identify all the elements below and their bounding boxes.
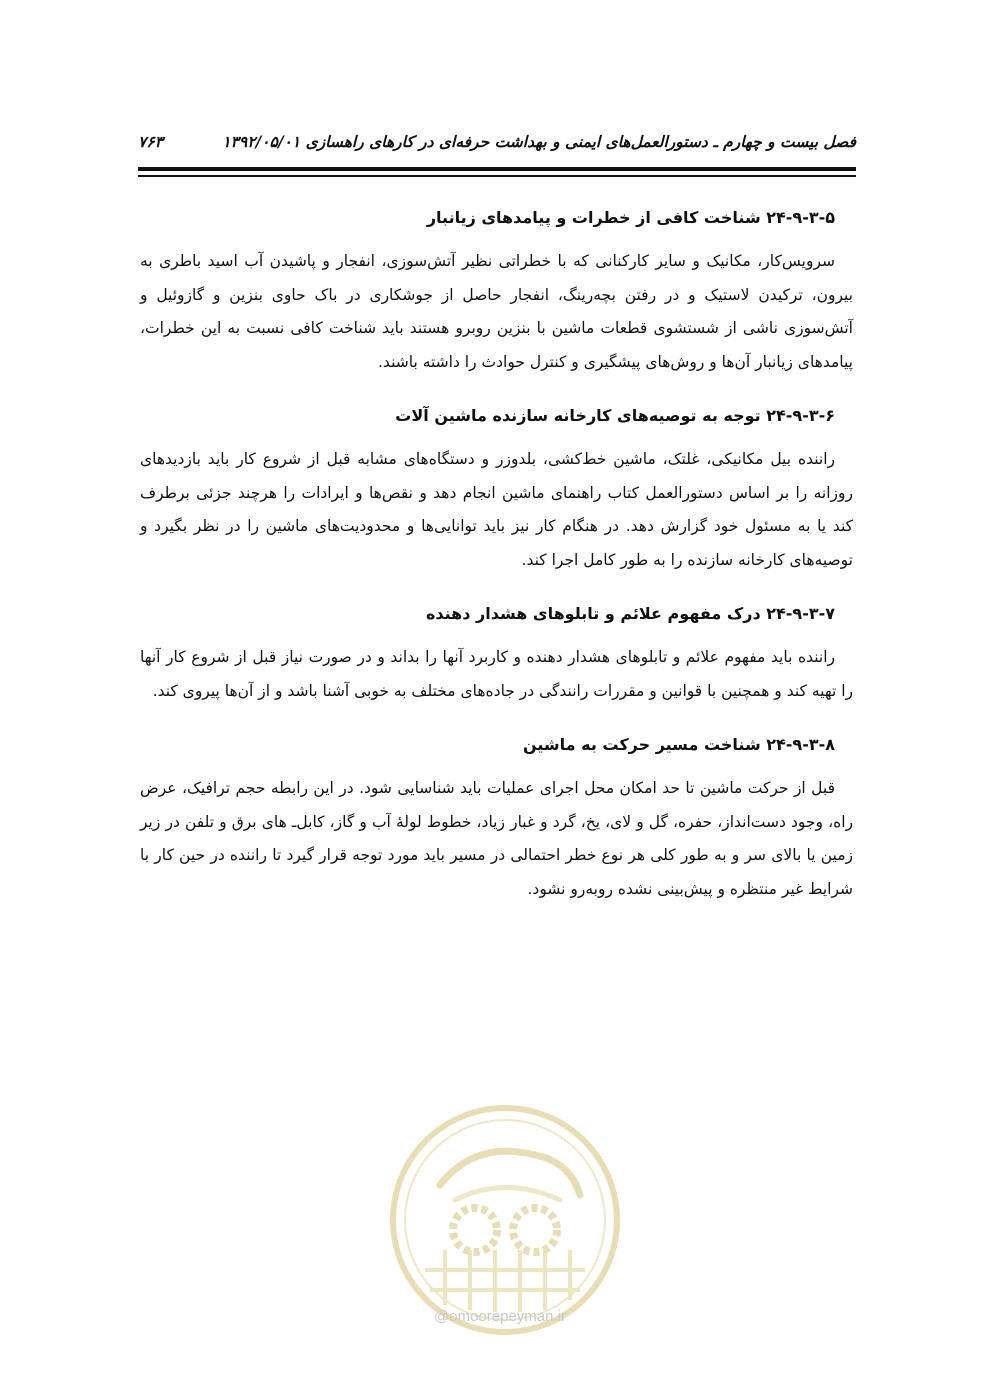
section-heading: ۲۴-۹-۳-۶ توجه به توصیه‌های کارخانه سازنده ماشین آلات xyxy=(395,406,835,425)
page-content xyxy=(140,205,853,930)
watermark-handle: @omoorepeyman.ir xyxy=(434,1308,566,1325)
section-body: راننده بیل مکانیکی، غلتک، ماشین خط‌کشی، بلدوزر و دستگاه‌های مشابه قبل از شروع کار باید بازدیدهای روزانه را بر اساس دستورالعمل کتاب راهنمای ماشین انجام دهد و نقص‌ها و ایرادات را هرچند جزئی برطرف کند یا به مسئول خود گزارش دهد. در هنگام کار نیز باید توانایی‌ها و محدودیت‌های ماشین را در نظر بگیرد و توصیه‌های کارخانه سازنده را به طور کامل اجرا کند. xyxy=(140,450,853,569)
watermark-logo-icon xyxy=(385,1100,625,1340)
header-rule-thick xyxy=(138,167,856,171)
section-heading: ۲۴-۹-۳-۷ درک مفهوم علائم و تابلوهای هشدار دهنده xyxy=(425,604,835,623)
section-body: قبل از حرکت ماشین تا حد امکان محل اجرای عملیات باید شناسایی شود. در این رابطه حجم ترافیک، عرض راه، وجود دست‌انداز، حفره، گل و لای، یخ، گرد و غبار زیاد، خطوط لولهٔ آب و گاز، کابل‌ـ های برق و تلفن در زیر زمین یا بالای سر و به طور کلی هر نوع خطر احتمالی در مسیر باید مورد توجه قرار گیرد تا راننده در حین کار با شرایط غیر منتظره و پیش‌بینی نشده روبه‌رو نشود. xyxy=(140,779,853,898)
section-5 xyxy=(140,205,853,379)
section-heading: ۲۴-۹-۳-۵ شناخت کافی از خطرات و پیامدهای زیانبار xyxy=(426,208,835,227)
page-number: ۷۶۳ xyxy=(138,131,163,151)
section-heading: ۲۴-۹-۳-۸ شناخت مسیر حرکت به ماشین xyxy=(522,735,835,754)
header-rule-thin xyxy=(138,175,856,177)
section-8 xyxy=(140,732,853,906)
page-header xyxy=(138,128,856,154)
section-6 xyxy=(140,403,853,577)
section-body: سرویس‌کار، مکانیک و سایر کارکنانی که با خطراتی نظیر آتش‌سوزی، انفجار و پاشیدن آب اسید باطری به بیرون، ترکیدن لاستیک و در رفتن بچه‌رینگ، انفجار حاصل از جوشکاری در باک حاوی بنزین و گازوئیل و آتش‌سوزی ناشی از شستشوی قطعات ماشین با بنزین روبرو هستند باید شناخت کافی نسبت به این خطرات، پیامدهای زیانبار آن‌ها و روش‌های پیشگیری و کنترل حوادث را داشته باشند. xyxy=(140,252,853,371)
header-title: فصل بیست و چهارم ـ دستورالعمل‌های ایمنی و بهداشت حرفه‌ای در کارهای راهسازی ۱۳۹۲/۰۵/۰۱ xyxy=(222,131,856,151)
section-body: راننده باید مفهوم علائم و تابلوهای هشدار دهنده و کاربرد آنها را بداند و در صورت نیاز قبل از شروع کار آنها را تهیه کند و همچنین با قوانین و مقررات رانندگی در جاده‌های مختلف به خوبی آشنا باشد و از آن‌ها پیروی کند. xyxy=(140,648,853,700)
section-7 xyxy=(140,601,853,708)
